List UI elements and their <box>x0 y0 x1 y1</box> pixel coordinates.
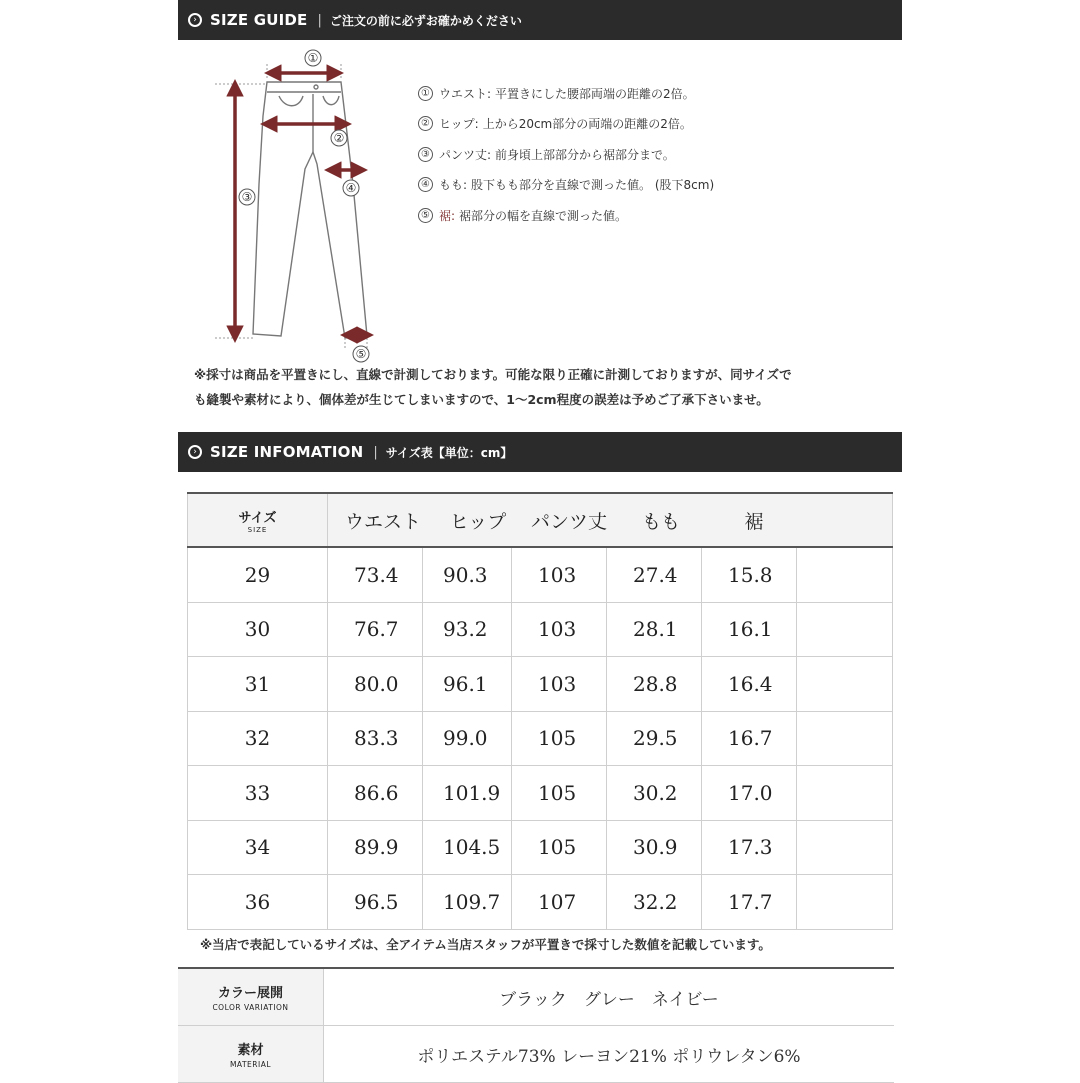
column-header-size: サイズ SIZE <box>188 493 328 547</box>
hip-cell: 109.7 <box>423 875 512 930</box>
table-row <box>188 602 893 657</box>
size-cell: 30 <box>188 602 328 657</box>
empty-cell <box>797 820 893 875</box>
empty-cell <box>797 875 893 930</box>
waist-cell: 89.9 <box>328 820 423 875</box>
size-info-title: SIZE INFOMATION <box>210 443 364 461</box>
color-label: カラー展開 COLOR VARIATION <box>178 968 324 1026</box>
legend-item <box>418 200 714 231</box>
empty-cell <box>797 547 893 602</box>
column-header: もも <box>641 510 680 533</box>
size-cell: 36 <box>188 875 328 930</box>
column-headers <box>328 493 893 547</box>
column-header: ヒップ <box>449 510 507 533</box>
legend-item <box>418 109 714 140</box>
legend-text: 裾部分の幅を直線で測った値。 <box>459 208 628 223</box>
hip-cell: 93.2 <box>423 602 512 657</box>
table-row <box>188 657 893 712</box>
hem-cell: 15.8 <box>702 547 797 602</box>
legend-text: 前身頃上部部分から裾部分まで。 <box>495 147 675 162</box>
hip-cell: 101.9 <box>423 766 512 821</box>
legend-number: ② <box>418 116 433 131</box>
header-divider: | <box>373 444 378 460</box>
diagram-label-3: ③ <box>241 190 253 204</box>
legend-key: ヒップ: <box>439 117 479 132</box>
column-header: 裾 <box>744 510 764 533</box>
color-value: ブラック グレー ネイビー <box>324 968 895 1026</box>
legend-item <box>418 170 714 201</box>
pants-diagram <box>215 44 395 364</box>
legend-key: もも: <box>439 178 468 193</box>
hip-cell: 99.0 <box>423 711 512 766</box>
legend-text: 股下もも部分を直線で測った値。 (股下8cm) <box>471 178 715 193</box>
table-row <box>188 711 893 766</box>
length-cell: 103 <box>512 602 607 657</box>
waist-cell: 76.7 <box>328 602 423 657</box>
size-info-subtitle: サイズ表【単位：cm】 <box>385 445 513 460</box>
hip-cell: 90.3 <box>423 547 512 602</box>
legend-key: 裾: <box>439 208 456 223</box>
hem-cell: 16.4 <box>702 657 797 712</box>
table-row <box>188 766 893 821</box>
length-cell: 105 <box>512 711 607 766</box>
length-cell: 107 <box>512 875 607 930</box>
measurement-note-line: ※採寸は商品を平置きにし、直線で計測しております。可能な限り正確に計測しておりますが、同サイズで <box>194 367 792 382</box>
size-info-header <box>178 432 902 472</box>
size-note: ※当店で表記しているサイズは、全アイテム当店スタッフが平置きで採寸した数値を記載しています。 <box>200 937 771 952</box>
measurement-legend <box>418 78 714 231</box>
empty-cell <box>797 711 893 766</box>
thigh-cell: 29.5 <box>607 711 702 766</box>
diagram-label-4: ④ <box>345 181 357 195</box>
legend-key: ウエスト: <box>439 86 492 101</box>
size-table <box>187 492 893 930</box>
legend-key: パンツ丈: <box>439 147 492 162</box>
legend-number: ① <box>418 86 433 101</box>
hip-cell: 96.1 <box>423 657 512 712</box>
hem-cell: 17.3 <box>702 820 797 875</box>
header-divider: | <box>317 12 322 28</box>
table-header-row <box>188 493 893 547</box>
diagram-label-1: ① <box>307 51 319 65</box>
waist-cell: 83.3 <box>328 711 423 766</box>
legend-text: 上から20cm部分の両端の距離の2倍。 <box>482 117 692 132</box>
legend-number: ⑤ <box>418 208 433 223</box>
waist-cell: 86.6 <box>328 766 423 821</box>
empty-cell <box>797 766 893 821</box>
thigh-cell: 30.2 <box>607 766 702 821</box>
product-details-table <box>178 967 894 1083</box>
legend-number: ③ <box>418 147 433 162</box>
thigh-cell: 27.4 <box>607 547 702 602</box>
chevron-right-icon: › <box>188 13 202 27</box>
thigh-cell: 28.8 <box>607 657 702 712</box>
color-row <box>178 968 894 1026</box>
size-cell: 33 <box>188 766 328 821</box>
size-cell: 29 <box>188 547 328 602</box>
length-cell: 103 <box>512 547 607 602</box>
length-cell: 103 <box>512 657 607 712</box>
hip-cell: 104.5 <box>423 820 512 875</box>
column-header: パンツ丈 <box>530 510 607 533</box>
diagram-label-2: ② <box>333 131 345 145</box>
chevron-right-icon: › <box>188 445 202 459</box>
size-cell: 32 <box>188 711 328 766</box>
diagram-label-5: ⑤ <box>355 347 367 361</box>
empty-cell <box>797 602 893 657</box>
material-label: 素材 MATERIAL <box>178 1026 324 1083</box>
size-cell: 34 <box>188 820 328 875</box>
length-cell: 105 <box>512 766 607 821</box>
column-header: ウエスト <box>344 510 421 533</box>
empty-cell <box>797 657 893 712</box>
legend-item <box>418 78 714 109</box>
hem-cell: 16.1 <box>702 602 797 657</box>
material-value: ポリエステル73% レーヨン21% ポリウレタン6% <box>324 1026 895 1083</box>
measurement-note <box>194 362 894 412</box>
thigh-cell: 32.2 <box>607 875 702 930</box>
waist-cell: 96.5 <box>328 875 423 930</box>
table-row <box>188 875 893 930</box>
waist-cell: 73.4 <box>328 547 423 602</box>
hem-cell: 17.7 <box>702 875 797 930</box>
thigh-cell: 30.9 <box>607 820 702 875</box>
measurement-note-line: も縫製や素材により、個体差が生じてしまいますので、1〜2cm程度の誤差は予めご了承下さいませ。 <box>194 392 769 407</box>
material-row <box>178 1026 894 1083</box>
legend-number: ④ <box>418 177 433 192</box>
length-cell: 105 <box>512 820 607 875</box>
hem-cell: 17.0 <box>702 766 797 821</box>
pants-outline <box>253 82 367 338</box>
legend-text: 平置きにした腰部両端の距離の2倍。 <box>495 86 695 101</box>
size-guide-header <box>178 0 902 40</box>
table-row <box>188 547 893 602</box>
size-guide-subtitle: ご注文の前に必ずお確かめください <box>329 13 522 28</box>
size-cell: 31 <box>188 657 328 712</box>
thigh-cell: 28.1 <box>607 602 702 657</box>
waist-cell: 80.0 <box>328 657 423 712</box>
legend-item <box>418 139 714 170</box>
table-row <box>188 820 893 875</box>
hem-cell: 16.7 <box>702 711 797 766</box>
size-guide-title: SIZE GUIDE <box>210 11 308 29</box>
